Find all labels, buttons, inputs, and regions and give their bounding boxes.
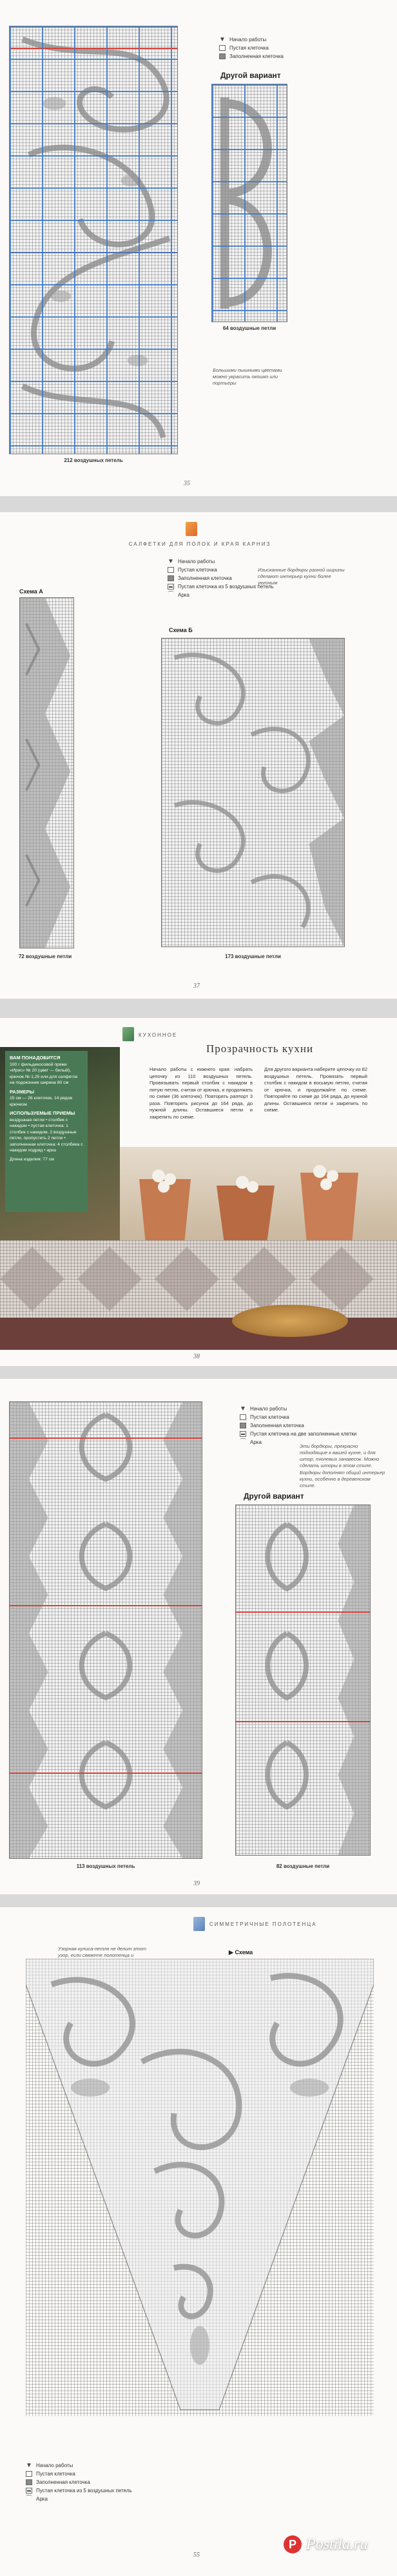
sizes-title: РАЗМЕРЫ (10, 1088, 35, 1095)
book-icon (193, 1917, 205, 1931)
filled-cell-icon (168, 575, 174, 581)
legend-item: Заполненная клеточка (240, 1421, 356, 1430)
triangle-lace-motif (26, 1959, 374, 2416)
lace-curtain-photo (0, 1240, 397, 1350)
info-box (5, 1051, 88, 1212)
page-note: Большими пышными цветами можно украсить окошко или портьеры (213, 367, 282, 387)
start-arrow-icon: ▼ (219, 36, 226, 43)
page-note: Эти бордюры, прекрасно подходящие к вашей кухне, и для штор, тюлевых занавесок. Можно сделать шторы в этом стиле. Бордюры дополнят общий интерьер кухни, особенно в деревенском стиле. (300, 1443, 385, 1488)
b-shape-motif (212, 84, 287, 322)
main-filet-chart (9, 26, 178, 454)
article-headline: Прозрачность кухни (206, 1043, 314, 1055)
empty-cell-icon (240, 1414, 246, 1420)
repeat-line (236, 1611, 370, 1613)
legend-item: ▼ Начало работы (219, 36, 267, 43)
swirl-motif (10, 26, 177, 454)
legend-item: Заполненная клеточка (219, 52, 284, 61)
legend-item: Пустая клеточка из 5 воздушных петель (168, 582, 274, 591)
legend-item: Пустая клеточка из 5 воздушных петель (26, 2486, 132, 2495)
variant-title: Другой вариант (244, 1492, 304, 1501)
start-arrow-icon: ▼ (26, 2462, 32, 2469)
filled-cell-icon (26, 2479, 32, 2485)
legend-item: ▼ Начало работы (240, 1405, 287, 1412)
legend-item: Пустая клеточка на две заполненные клетки (240, 1430, 356, 1438)
section-header: КУХОННОЕ (139, 1032, 178, 1038)
page-note: Изысканные бордюры разной ширины сделают интерьер кухни более уютным (258, 567, 345, 586)
legend-item: Пустая клеточка (219, 44, 284, 52)
repeat-line (10, 1437, 202, 1439)
legend-item: Пустая клеточка (26, 2470, 132, 2478)
filled-cell-icon (240, 1423, 246, 1428)
arch-icon: ⌒ (26, 2495, 32, 2503)
page-number: 39 (193, 1880, 200, 1887)
section-header: СИММЕТРИЧНЫЕ ПОЛОТЕНЦА (209, 1921, 317, 1927)
technique-text: воздушная петля • столбик с накидом • пустая клеточка: 1 столбик с накидом, 2 воздушные петли, пропустить 2 петли • заполненная клеточка: 4 столбика с накидом подряд • арка (10, 1117, 83, 1153)
variant-filet-chart (211, 84, 287, 322)
start-arrow-icon: ▼ (168, 558, 174, 565)
scheme-b-label: Схема Б (169, 627, 193, 633)
pots-photo (120, 1147, 397, 1244)
legend (219, 35, 284, 61)
repeat-line (10, 48, 177, 49)
variant-filet-chart (235, 1504, 371, 1856)
legend-item: Заполненная клеточка (26, 2478, 132, 2486)
variant-caption: 64 воздушные петли (222, 325, 276, 331)
bread-basket (232, 1305, 348, 1337)
page-39 (0, 1379, 397, 1894)
page-number: 55 (193, 2552, 200, 2559)
body-text-left: Начало работы с нижнего края: набрать цепочку из 110 воздушных петель. Провязывать первый столбик с накидом в пятую петлю, считая от крючка, и продолжать по схеме (36 клеточек). Повторять раппорт 3 раза. Повторять рисунок до 164 ряда, до нужной длины. Оставшиеся петли и закрепить по схеме. (150, 1066, 253, 1120)
heart-vine-motif (10, 1402, 202, 1858)
arch-icon: ⌒ (168, 591, 174, 599)
page-note: Узорная кулиса-петля не делит этот узор, если свяжете полотенца и (58, 1946, 146, 1959)
kitchen-photo-left (0, 1047, 120, 1240)
scheme-a-label: Схема А (19, 588, 43, 595)
length-text: Длина изделия: 77 см (10, 1157, 54, 1162)
diamond-lace-motif (0, 1240, 397, 1318)
repeat-line (10, 1773, 202, 1774)
main-caption: 212 воздушных петель (64, 457, 123, 463)
lace-curtain (0, 1240, 397, 1318)
filled-cell-icon (219, 53, 226, 59)
page-37 (0, 512, 397, 999)
half-cell-icon (240, 1431, 246, 1437)
legend-item: Заполненная клеточка (168, 574, 274, 582)
heart-motif (236, 1505, 370, 1855)
empty-cell-icon (26, 2471, 32, 2477)
repeat-line (236, 1721, 370, 1722)
page-number: 37 (193, 983, 200, 990)
scheme-a-caption: 72 воздушные петли (18, 954, 72, 959)
scheme-label: ▶ Схема (229, 1949, 253, 1956)
legend-item: ▼ Начало работы (26, 2462, 73, 2469)
arch-icon: ⌒ (240, 1439, 246, 1446)
triangle-filet-chart (26, 1959, 374, 2416)
main-filet-chart (9, 1401, 202, 1859)
start-arrow-icon: ▼ (240, 1405, 246, 1412)
zigzag-motif (20, 598, 73, 948)
scheme-a-chart (19, 597, 74, 948)
scheme-b-chart (161, 638, 345, 947)
main-caption: 113 воздушных петель (76, 1863, 135, 1869)
need-text: 100 г фильдекосовой пряжи «Ирис» № 20 (цвет — белый), крючок № 1,25 или для салфеток на подоконник ширина 80 см (10, 1062, 78, 1086)
section-header: САЛФЕТКИ ДЛЯ ПОЛОК И КРАЯ КАРНИЗ (128, 541, 271, 547)
repeat-line (10, 1605, 202, 1606)
legend-item: ⌒ Арка (240, 1439, 262, 1446)
page-55 (0, 1907, 397, 2576)
repeat-line (10, 252, 177, 253)
empty-cell-icon (219, 45, 226, 51)
technique-title: ИСПОЛЬЗУЕМЫЕ ПРИЕМЫ (10, 1110, 75, 1117)
sizes-text: 15 см — 26 клеточек, 14 рядов крючком (10, 1096, 73, 1107)
page-number: 35 (184, 480, 190, 487)
empty-cell-icon (168, 567, 174, 573)
book-icon (186, 522, 197, 536)
page-number: 38 (193, 1353, 200, 1360)
variant-caption: 82 воздушные петли (276, 1863, 330, 1869)
legend (26, 2461, 132, 2503)
watermark-logo: P (284, 2535, 302, 2553)
empty-cell-with-chain-icon (168, 584, 174, 590)
legend-item: ⌒ Арка (168, 591, 189, 599)
floral-motif (162, 639, 344, 947)
need-title: ВАМ ПОНАДОБИТСЯ (10, 1055, 61, 1061)
clay-pots-illustration (120, 1147, 397, 1244)
watermark-text: Postila.ru (306, 2536, 368, 2553)
arrow-icon: ▶ (229, 1949, 233, 1956)
legend-item: ⌒ Арка (26, 2495, 48, 2503)
legend-item: Пустая клеточка (168, 566, 274, 574)
variant-title: Другой вариант (220, 71, 281, 80)
scheme-b-caption: 173 воздушные петли (225, 954, 281, 959)
legend (240, 1405, 356, 1447)
empty-cell-with-chain-icon (26, 2488, 32, 2494)
page-35 (0, 0, 397, 496)
book-icon (122, 1027, 134, 1041)
page-38 (0, 1018, 397, 1366)
legend-item: ▼ Начало работы (168, 558, 215, 565)
legend-item: Пустая клеточка (240, 1413, 356, 1421)
body-text-right: Для другого варианта наберите цепочку из 82 воздушных петель. Провязать первый столбик с накидом в восьмую петлю, считая от крючка, и продолжайте по схеме. Повторяйте по схеме до 164 ряда, до нужной длины. Оставшиеся петли и закрепить по схеме. (264, 1066, 368, 1113)
